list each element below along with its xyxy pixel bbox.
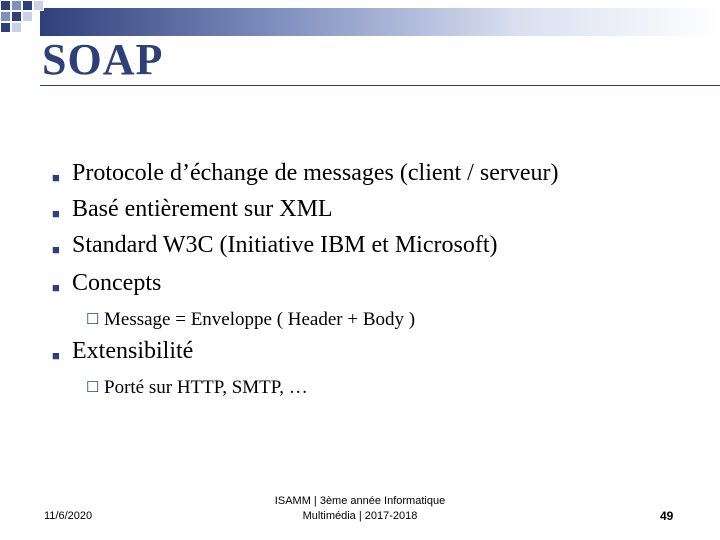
square-bullet-icon: ■ [52, 206, 60, 221]
title-rule [40, 85, 720, 86]
list-item: Extensibilité [72, 338, 194, 364]
list-item: Standard W3C (Initiative IBM et Microsoft) [72, 232, 498, 258]
square-bullet-icon: ■ [52, 170, 60, 185]
list-item: Concepts [72, 270, 162, 296]
footer-center-line1: ISAMM | 3ème année Informatique [274, 495, 446, 507]
square-bullet-icon: ■ [52, 242, 60, 257]
header-gradient-bar [40, 8, 720, 36]
footer-date: 11/6/2020 [44, 510, 93, 522]
square-bullet-icon: ■ [52, 348, 60, 363]
checkbox-bullet-icon: ☐ [86, 380, 100, 396]
sub-list-item: Porté sur HTTP, SMTP, … [104, 377, 308, 398]
page-number: 49 [660, 509, 674, 523]
slide-title: SOAP [42, 35, 164, 84]
list-item: Basé entièrement sur XML [72, 196, 333, 222]
sub-list-item: Message = Enveloppe ( Header + Body ) [104, 309, 416, 330]
list-item: Protocole d’échange de messages (client / serveur) [72, 160, 559, 186]
footer-center-line2: Multimédia | 2017-2018 [302, 510, 418, 522]
square-bullet-icon: ■ [52, 280, 60, 295]
checkbox-bullet-icon: ☐ [86, 312, 100, 328]
footer-center [240, 494, 480, 524]
